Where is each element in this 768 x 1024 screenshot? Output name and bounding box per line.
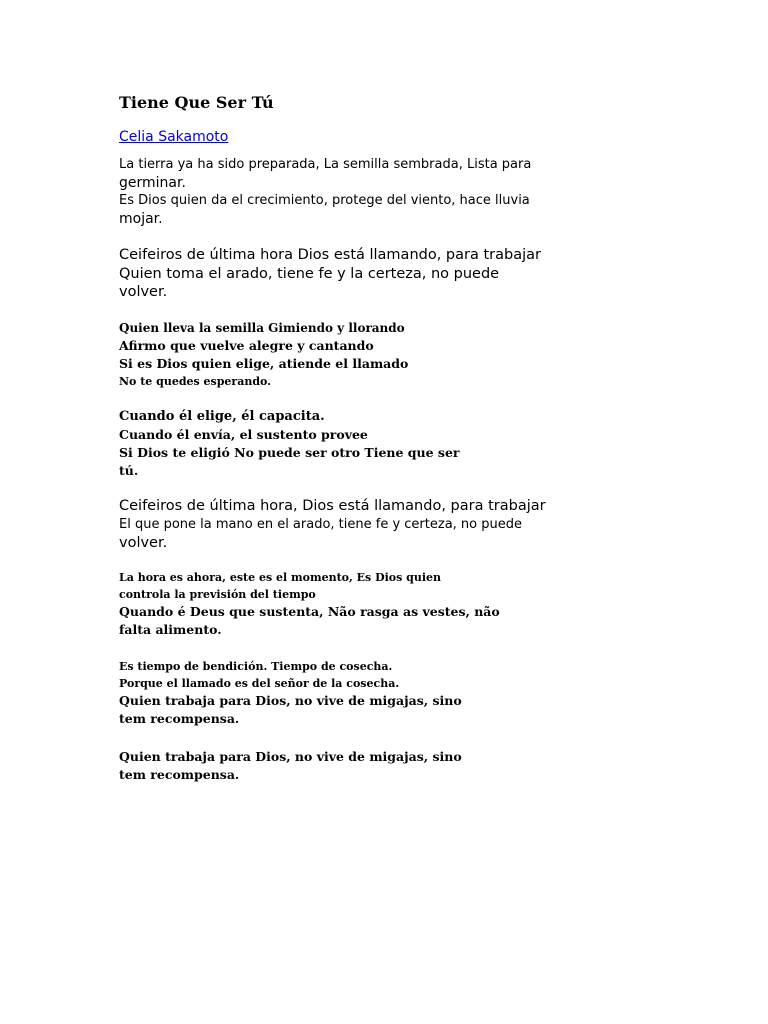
stanza-1 xyxy=(119,156,531,228)
lyric-line: La tierra ya ha sido preparada, La semilla sembrada, Lista para xyxy=(119,157,532,172)
lyric-line: controla la previsión del tiempo xyxy=(119,588,316,601)
lyric-line: Quien lleva la semilla Gimiendo y llorando xyxy=(119,321,405,335)
lyric-line: Afirmo que vuelve alegre y cantando xyxy=(119,338,374,353)
lyric-line: Es Dios quien da el crecimiento, protege del viento, hace lluvia xyxy=(119,193,530,208)
lyric-line: No te quedes esperando. xyxy=(119,375,271,388)
lyric-line: El que pone la mano en el arado, tiene fe y certeza, no puede xyxy=(119,516,522,532)
lyric-line: Quando é Deus que sustenta, Não rasga as vestes, não xyxy=(119,604,500,619)
lyric-line: Quien trabaja para Dios, no vive de migajas, sino xyxy=(119,693,462,708)
lyric-line: Quien toma el arado, tiene fe y la certeza, no puede xyxy=(119,265,500,282)
stanza-4 xyxy=(119,408,460,480)
lyric-line: Es tiempo de bendición. Tiempo de cosecha. xyxy=(119,660,393,673)
lyric-line: Cuando él elige, él capacita. xyxy=(119,409,325,424)
lyric-line: tem recompensa. xyxy=(119,767,240,782)
lyric-line: volver. xyxy=(119,284,168,300)
stanza-2 xyxy=(119,246,541,302)
lyric-line: Cuando él envía, el sustento provee xyxy=(119,427,368,442)
stanza-5 xyxy=(119,497,546,552)
document-page xyxy=(119,92,559,782)
lyric-line: La hora es ahora, este es el momento, Es Dios quien xyxy=(119,571,442,584)
lyric-line: volver. xyxy=(119,534,168,551)
lyric-line: falta alimento. xyxy=(119,622,222,637)
stanza-3 xyxy=(119,319,408,390)
lyric-line: Si Dios te eligió No puede ser otro Tiene que ser xyxy=(119,445,460,460)
stanza-7 xyxy=(119,658,462,728)
stanza-8 xyxy=(119,748,462,784)
lyric-line: Ceifeiros de última hora, Dios está llamando, para trabajar xyxy=(119,498,546,514)
lyric-line: Porque el llamado es del señor de la cosecha. xyxy=(119,677,400,690)
lyric-line: tem recompensa. xyxy=(119,711,240,726)
lyric-line: tú. xyxy=(119,463,139,478)
lyric-line: germinar. xyxy=(119,175,186,191)
lyric-line: Quien trabaja para Dios, no vive de migajas, sino xyxy=(119,749,462,764)
lyric-line: Ceifeiros de última hora Dios está llamando, para trabajar xyxy=(119,247,541,263)
lyric-line: Si es Dios quien elige, atiende el llamado xyxy=(119,356,409,371)
lyric-line: mojar. xyxy=(119,211,163,227)
stanza-6 xyxy=(119,569,500,639)
document-title: Tiene Que Ser Tú xyxy=(119,93,274,112)
author-link[interactable]: Celia Sakamoto xyxy=(119,129,229,145)
